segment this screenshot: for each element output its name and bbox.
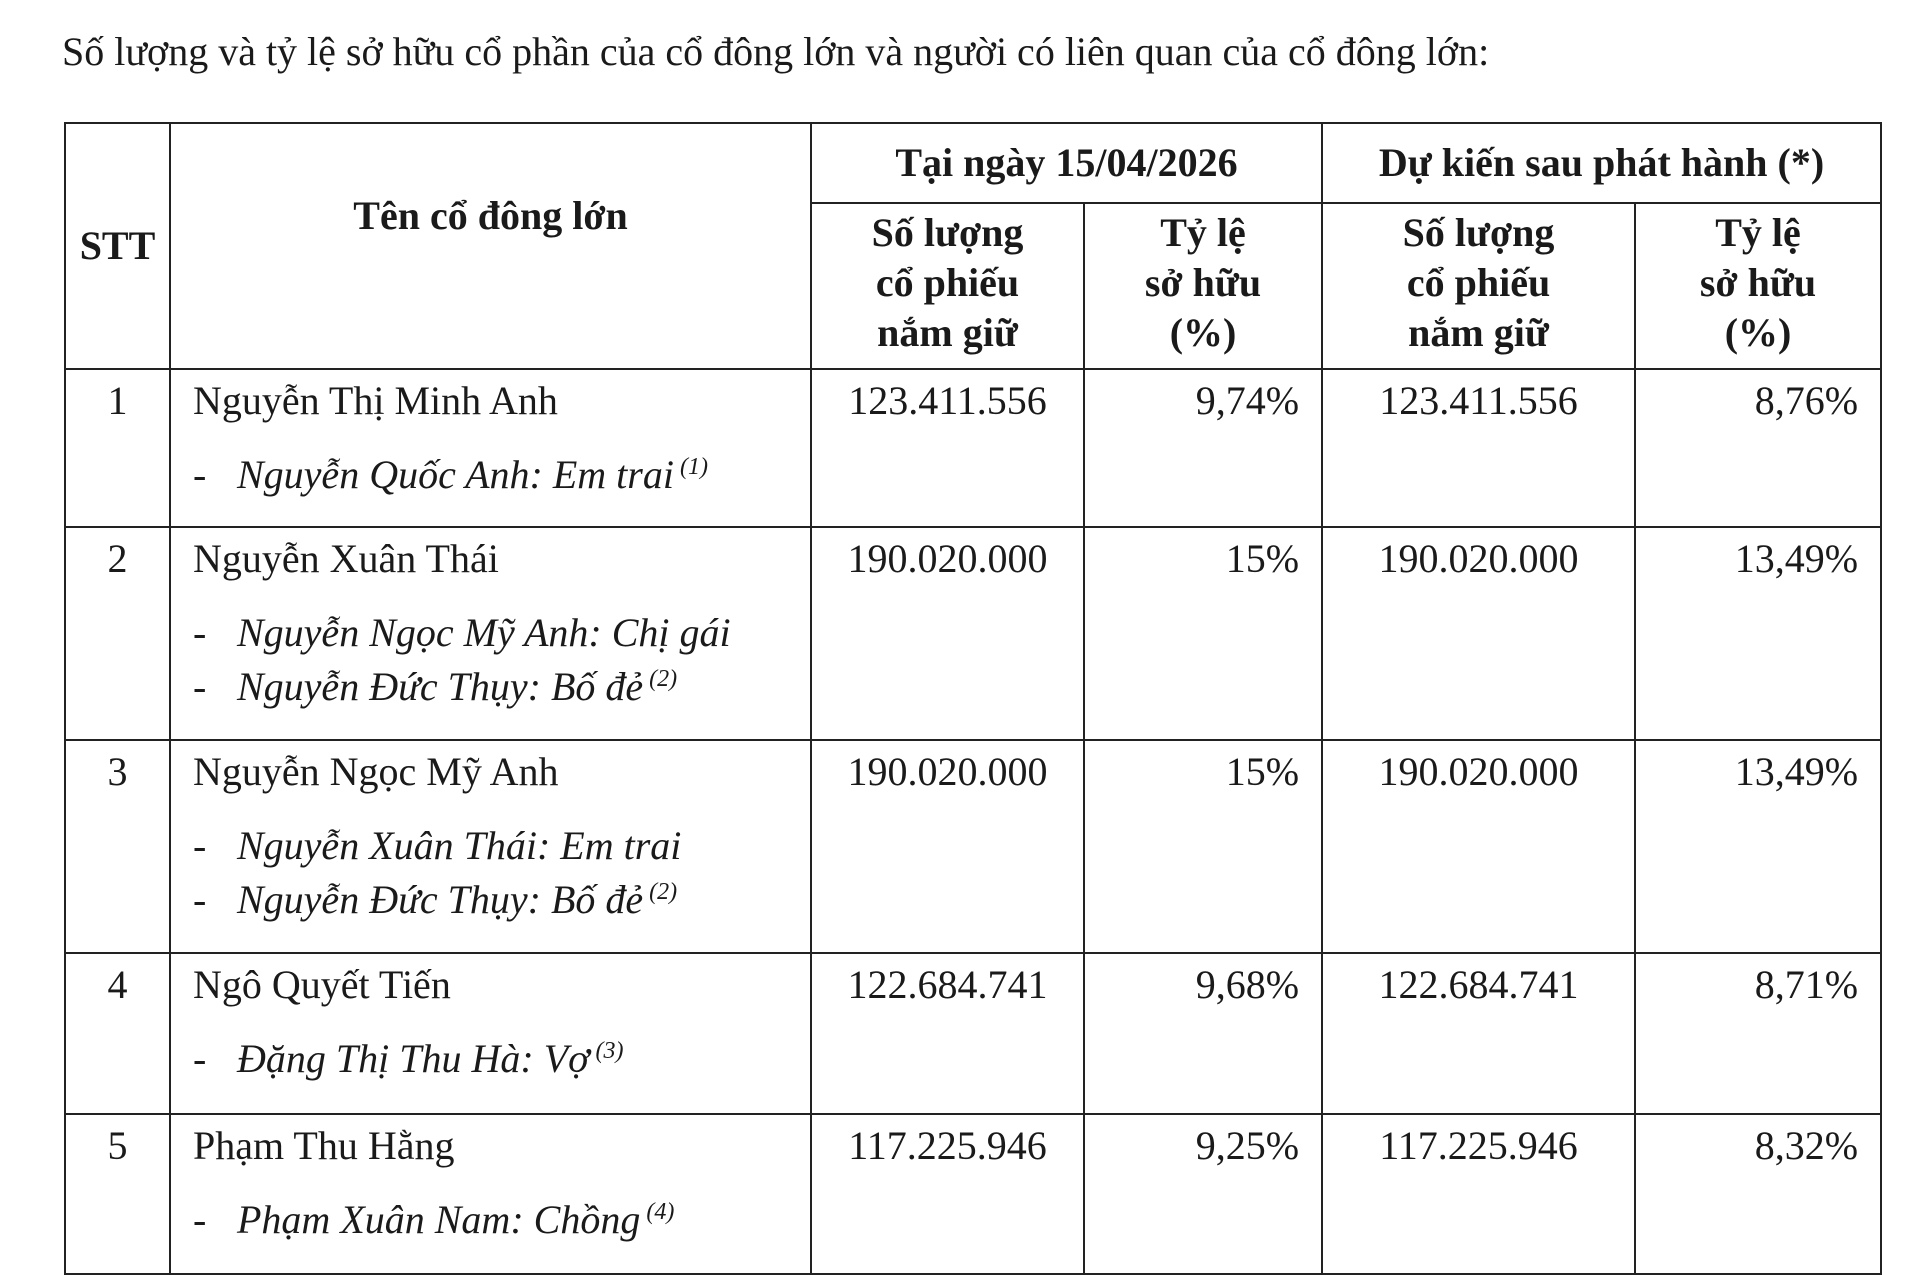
footnote-ref: (3) [595,1037,624,1064]
table-row [65,740,1881,953]
cell-pct-after: 13,49% [1635,740,1881,953]
shareholder-name: Nguyễn Thị Minh Anh [193,378,558,423]
header-line: (%) [1724,310,1792,355]
cell-stt: 1 [65,369,170,527]
cell-pct-current: 9,68% [1084,953,1322,1114]
cell-stt: 3 [65,740,170,953]
cell-shareholder [170,1114,811,1274]
cell-pct-current: 15% [1084,527,1322,740]
header-stt: STT [65,123,170,369]
cell-qty-after: 123.411.556 [1322,369,1635,527]
cell-shareholder [170,369,811,527]
header-line: sở hữu [1699,260,1817,305]
related-person [193,448,810,502]
cell-pct-current: 15% [1084,740,1322,953]
related-person-text: Nguyễn Xuân Thái: Em trai [237,823,682,868]
related-person [193,606,810,660]
shareholder-name: Nguyễn Ngọc Mỹ Anh [193,749,559,794]
major-shareholders-table [64,122,1882,1275]
footnote-ref: (1) [679,453,708,480]
related-persons-list [193,1032,810,1086]
footnote-ref: (2) [649,665,678,692]
header-line: Số lượng [1402,210,1555,255]
list-dash: - [193,452,207,497]
related-person-text: Nguyễn Quốc Anh: Em trai [237,452,674,497]
header-line: cổ phiếu [875,260,1020,305]
cell-stt: 4 [65,953,170,1114]
table-row [65,527,1881,740]
cell-pct-after: 8,71% [1635,953,1881,1114]
cell-qty-after: 190.020.000 [1322,740,1635,953]
header-qty-current [811,203,1084,369]
cell-pct-after: 8,76% [1635,369,1881,527]
header-group-current: Tại ngày 15/04/2026 [811,123,1322,203]
cell-qty-current: 122.684.741 [811,953,1084,1114]
list-dash: - [193,823,207,868]
related-person-text: Nguyễn Đức Thụy: Bố đẻ [237,664,644,709]
related-persons-list [193,606,810,714]
header-line: cổ phiếu [1406,260,1551,305]
header-line: Tỷ lệ [1715,210,1801,255]
table-row [65,1114,1881,1274]
cell-shareholder [170,953,811,1114]
cell-qty-current: 190.020.000 [811,527,1084,740]
footnote-ref: (2) [649,878,678,905]
header-pct-current [1084,203,1322,369]
cell-pct-after: 8,32% [1635,1114,1881,1274]
cell-stt: 2 [65,527,170,740]
list-dash: - [193,877,207,922]
cell-pct-current: 9,25% [1084,1114,1322,1274]
list-dash: - [193,664,207,709]
related-persons-list [193,819,810,927]
cell-stt: 5 [65,1114,170,1274]
cell-qty-after: 190.020.000 [1322,527,1635,740]
footnote-ref: (4) [646,1198,675,1225]
related-person [193,819,810,873]
section-heading: Số lượng và tỷ lệ sở hữu cổ phần của cổ đông lớn và người có liên quan của cổ đông lớn: [62,29,1490,74]
related-person-text: Đặng Thị Thu Hà: Vợ [237,1036,590,1081]
header-line: Tỷ lệ [1160,210,1246,255]
cell-qty-after: 122.684.741 [1322,953,1635,1114]
table-row [65,953,1881,1114]
related-person [193,873,810,927]
shareholder-name: Nguyễn Xuân Thái [193,536,499,581]
header-line: Số lượng [871,210,1024,255]
table-row [65,369,1881,527]
list-dash: - [193,1197,207,1242]
cell-qty-after: 117.225.946 [1322,1114,1635,1274]
cell-pct-after: 13,49% [1635,527,1881,740]
related-person [193,660,810,714]
header-line: (%) [1169,310,1237,355]
header-qty-after [1322,203,1635,369]
cell-shareholder [170,740,811,953]
header-line: nắm giữ [877,310,1018,355]
related-person-text: Phạm Xuân Nam: Chồng [237,1197,641,1242]
related-person-text: Nguyễn Đức Thụy: Bố đẻ [237,877,644,922]
related-persons-list [193,448,810,502]
related-persons-list [193,1193,810,1247]
shareholder-name: Phạm Thu Hằng [193,1123,455,1168]
list-dash: - [193,610,207,655]
cell-shareholder [170,527,811,740]
header-line: sở hữu [1144,260,1262,305]
related-person [193,1193,810,1247]
cell-pct-current: 9,74% [1084,369,1322,527]
header-line: nắm giữ [1408,310,1549,355]
list-dash: - [193,1036,207,1081]
related-person-text: Nguyễn Ngọc Mỹ Anh: Chị gái [237,610,731,655]
cell-qty-current: 190.020.000 [811,740,1084,953]
header-shareholder-name: Tên cổ đông lớn [170,123,811,369]
cell-qty-current: 117.225.946 [811,1114,1084,1274]
header-pct-after [1635,203,1881,369]
shareholder-name: Ngô Quyết Tiến [193,962,451,1007]
header-group-after-issuance: Dự kiến sau phát hành (*) [1322,123,1881,203]
related-person [193,1032,810,1086]
cell-qty-current: 123.411.556 [811,369,1084,527]
